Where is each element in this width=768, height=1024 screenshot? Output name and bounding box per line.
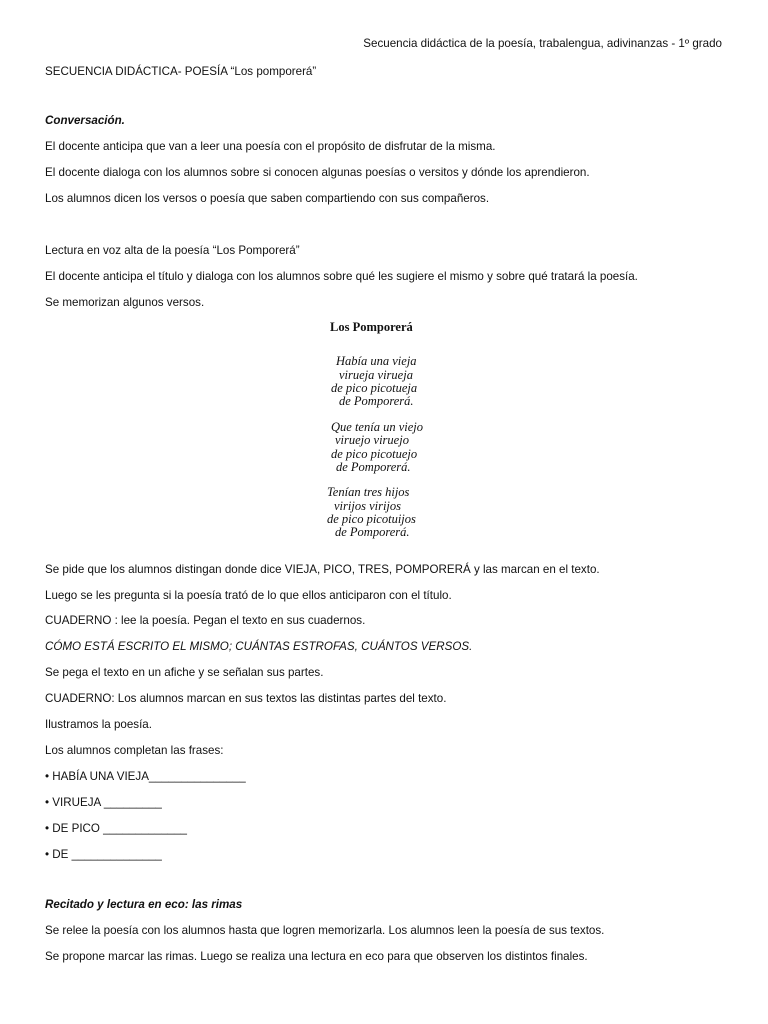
fill-in-item: • HABÍA UNA VIEJA_______________ [45,770,246,783]
activity-paragraph-2: Luego se les pregunta si la poesía trató de lo que ellos anticiparon con el título. [45,589,452,602]
poem-verse: de pico picotuejo [331,447,418,461]
conversation-heading: Conversación. [45,114,125,127]
fill-in-item: • DE ______________ [45,848,162,861]
reading-paragraph-2: Se memorizan algunos versos. [45,296,205,309]
recital-paragraph-2: Se propone marcar las rimas. Luego se realiza una lectura en eco para que observen los distintos finales. [45,950,588,963]
poem-verse: de pico picotuijos [327,512,416,526]
poem-verse: Tenían tres hijos [327,485,410,499]
conversation-paragraph-2: El docente dialoga con los alumnos sobre si conocen algunas poesías o versitos y dónde los aprendieron. [45,166,590,179]
poem-verse: virijos virijos [334,499,402,513]
poem-verse: Que tenía un viejo [331,420,423,434]
poem-verse: de Pomporerá. [336,460,411,474]
document-title: SECUENCIA DIDÁCTICA- POESÍA “Los pomporerá” [45,65,317,78]
recital-heading: Recitado y lectura en eco: las rimas [45,898,243,911]
activity-paragraph-8: Los alumnos completan las frases: [45,744,224,757]
recital-paragraph-1: Se relee la poesía con los alumnos hasta que logren memorizarla. Los alumnos leen la poesía de sus textos. [45,924,605,937]
page-header: Secuencia didáctica de la poesía, trabalengua, adivinanzas - 1º grado [363,37,722,50]
poem-verse: virueja virueja [339,368,413,382]
conversation-paragraph-1: El docente anticipa que van a leer una poesía con el propósito de disfrutar de la misma. [45,140,496,153]
poem-verse: de Pomporerá. [339,394,414,408]
activity-notebook-2: CUADERNO: Los alumnos marcan en sus textos las distintas partes del texto. [45,692,447,705]
activity-paragraph-1: Se pide que los alumnos distingan donde dice VIEJA, PICO, TRES, POMPORERÁ y las marcan en el texto. [45,563,600,576]
poem-verse: Había una vieja [336,354,417,368]
conversation-paragraph-3: Los alumnos dicen los versos o poesía que saben compartiendo con sus compañeros. [45,192,490,205]
poem-verse: viruejo viruejo [335,433,409,447]
poem-verse: de pico picotueja [331,381,418,395]
poem-verse: de Pomporerá. [335,525,410,539]
poem-title: Los Pomporerá [330,320,413,334]
activity-paragraph-7: Ilustramos la poesía. [45,718,152,731]
reading-paragraph-1: El docente anticipa el título y dialoga con los alumnos sobre qué les sugiere el mismo y sobre qué tratará la poesía. [45,270,638,283]
fill-in-item: • DE PICO _____________ [45,822,187,835]
activity-question: CÓMO ESTÁ ESCRITO EL MISMO; CUÁNTAS ESTROFAS, CUÁNTOS VERSOS. [45,640,473,653]
reading-heading: Lectura en voz alta de la poesía “Los Pomporerá” [45,244,300,257]
fill-in-item: • VIRUEJA _________ [45,796,162,809]
activity-notebook-1: CUADERNO : lee la poesía. Pegan el texto en sus cuadernos. [45,614,366,627]
activity-paragraph-5: Se pega el texto en un afiche y se señalan sus partes. [45,666,324,679]
